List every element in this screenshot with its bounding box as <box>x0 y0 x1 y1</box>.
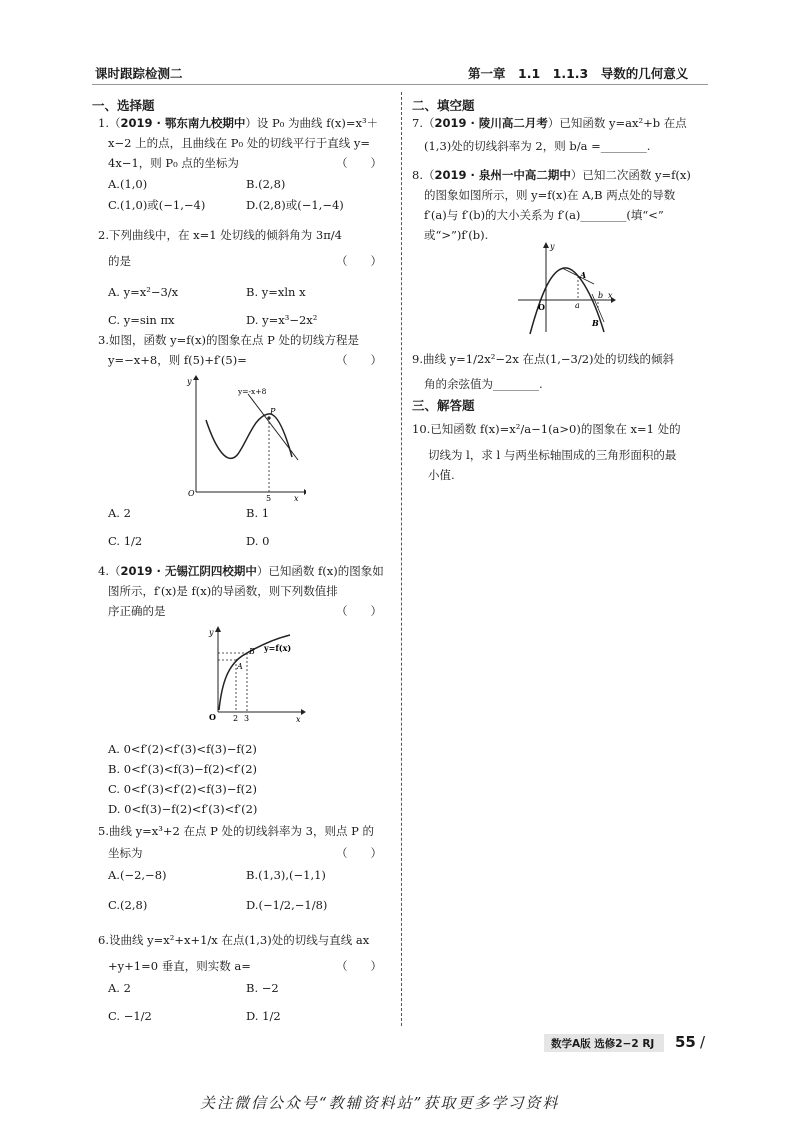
q4-origin: O <box>209 712 216 722</box>
q6-option-b: B. −2 <box>246 981 279 995</box>
q3-y-arrow <box>193 375 199 380</box>
q1-option-b: B.(2,8) <box>246 177 286 191</box>
q3-option-b: B. 1 <box>246 506 270 520</box>
page-number: 55 <box>675 1033 696 1051</box>
q4-line-1 <box>98 563 384 579</box>
q1-answer-paren: （ ） <box>336 156 382 170</box>
q1-line-2: x−2 上的点，且曲线在 P₀ 处的切线平行于直线 y= <box>108 136 371 150</box>
q1-option-d: D.(2,8)或(−1,−4) <box>246 198 344 212</box>
q1-line-3: 4x−1，则 P₀ 点的坐标为 <box>108 156 239 170</box>
q3-point-p-dot <box>267 416 270 419</box>
q3-answer-paren: （ ） <box>336 353 382 367</box>
q1-line-1 <box>98 115 378 131</box>
q7-source: 2019 · 陵川高二月考 <box>434 116 548 130</box>
q6-option-c: C. −1/2 <box>108 1009 152 1023</box>
section-choice: 一、选择题 <box>92 98 155 113</box>
header-right: 第一章 1.1 1.1.3 导数的几何意义 <box>468 66 689 81</box>
q6-line-2: +y+1=0 垂直，则实数 a= <box>108 959 251 973</box>
column-divider <box>401 92 402 1026</box>
q3-origin: O <box>188 489 195 498</box>
q4-line-2: 图所示，f′(x)是 f(x)的导函数，则下列数值排 <box>108 584 338 598</box>
header-rule <box>92 84 708 85</box>
q9-line-1: 9.曲线 y=1/2x²−2x 在点(1,−3/2)处的切线的倾斜 <box>412 352 675 366</box>
q2-option-d: D. y=x³−2x² <box>246 313 318 327</box>
q3-tangent-line <box>248 394 298 460</box>
q4-option-d: D. 0<f(3)−f(2)<f′(3)<f′(2) <box>108 802 258 816</box>
q8-point-a: A <box>580 270 587 280</box>
q4-x-label: x <box>296 715 301 724</box>
q8-origin: O <box>538 302 545 312</box>
q5-answer-paren: （ ） <box>336 846 382 860</box>
section-solution: 三、解答题 <box>412 398 475 413</box>
q3-option-d: D. 0 <box>246 534 270 548</box>
q5-option-a: A.(−2,−8) <box>108 868 167 882</box>
q5-line-2: 坐标为 <box>108 846 143 860</box>
q8-tick-a: a <box>575 301 580 310</box>
q8-line-4: 或“>”)f′(b). <box>424 228 489 242</box>
q1-option-a: A.(1,0) <box>108 177 148 191</box>
q8-y-label: y <box>550 242 555 251</box>
q4-figure <box>200 624 310 724</box>
q2-option-c: C. y=sin πx <box>108 313 175 327</box>
footer-book-label: 数学A版 选修2−2 RJ <box>551 1038 655 1050</box>
q3-curve <box>206 414 292 459</box>
q6-option-a: A. 2 <box>108 981 131 995</box>
q3-point-p: P <box>270 407 276 416</box>
q9-line-2: 角的余弦值为________. <box>424 377 543 391</box>
q6-option-d: D. 1/2 <box>246 1009 281 1023</box>
watermark-text: 关注微信公众号“教辅资料站”获取更多学习资料 <box>200 1094 560 1112</box>
q4-y-arrow <box>215 626 221 632</box>
q8-point-b: B <box>592 318 599 328</box>
q7-num: 7.（ <box>412 116 435 130</box>
q4-point-a: A <box>237 662 243 671</box>
q2-line-1: 2.下列曲线中，在 x=1 处切线的倾斜角为 3π/4 <box>98 228 342 242</box>
q10-line-2: 切线为 l，求 l 与两坐标轴围成的三角形面积的最 <box>428 448 677 462</box>
q8-line-1 <box>412 167 691 183</box>
q5-line-1: 5.曲线 y=x³+2 在点 P 处的切线斜率为 3，则点 P 的 <box>98 824 375 838</box>
q2-answer-paren: （ ） <box>336 254 382 268</box>
q3-line-1: 3.如图，函数 y=f(x)的图象在点 P 处的切线方程是 <box>98 333 360 347</box>
q1-option-c: C.(1,0)或(−1,−4) <box>108 198 206 212</box>
q8-figure <box>512 240 622 336</box>
q8-x-label: x <box>608 291 613 300</box>
q2-option-b: B. y=xln x <box>246 285 306 299</box>
q4-line-3: 序正确的是 <box>108 604 166 618</box>
q4-func-label: y=f(x) <box>264 643 292 653</box>
q4-y-label: y <box>209 628 214 637</box>
q3-option-a: A. 2 <box>108 506 131 520</box>
q8-source: 2019 · 泉州一中高二期中 <box>434 168 571 182</box>
q8-num: 8.（ <box>412 168 435 182</box>
q6-answer-paren: （ ） <box>336 959 382 973</box>
q3-option-c: C. 1/2 <box>108 534 143 548</box>
q10-line-3: 小值. <box>428 468 455 482</box>
q8-line-3: f′(a)与 f′(b)的大小关系为 f′(a)________(填“<” <box>424 208 664 222</box>
q4-option-c: C. 0<f′(3)<f′(2)<f(3)−f(2) <box>108 782 257 796</box>
q7-line-1 <box>412 115 687 131</box>
q8-line-2: 的图象如图所示，则 y=f(x)在 A,B 两点处的导数 <box>424 188 676 202</box>
q4-chord <box>236 653 247 660</box>
q6-line-1: 6.设曲线 y=x²+x+1/x 在点(1,3)处的切线与直线 ax <box>98 933 370 947</box>
q1-num: 1.（ <box>98 116 121 130</box>
q4-tick-3: 3 <box>244 714 250 723</box>
q4-source: 2019 · 无锡江阴四校期中 <box>120 564 257 578</box>
q1-source: 2019 · 鄂东南九校期中 <box>120 116 246 130</box>
q3-line-2: y=−x+8，则 f(5)+f′(5)= <box>108 353 247 367</box>
q7-line-2: (1,3)处的切线斜率为 2，则 b/a =________. <box>424 139 651 153</box>
q8-text-1: ）已知二次函数 y=f(x) <box>570 168 691 182</box>
q4-text-1: ）已知函数 f(x)的图象如 <box>256 564 384 578</box>
header-left: 课时跟踪检测二 <box>95 66 183 81</box>
page-slash: / <box>700 1033 706 1051</box>
q2-option-a: A. y=x²−3/x <box>108 285 179 299</box>
q7-text-1: ）已知函数 y=ax²+b 在点 <box>547 116 687 130</box>
q5-option-c: C.(2,8) <box>108 898 148 912</box>
q4-x-arrow <box>301 709 306 715</box>
section-fill-blank: 二、填空题 <box>412 98 475 113</box>
q5-option-d: D.(−1/2,−1/8) <box>246 898 328 912</box>
q5-option-b: B.(1,3),(−1,1) <box>246 868 326 882</box>
q4-answer-paren: （ ） <box>336 604 382 618</box>
q8-y-arrow <box>543 242 549 248</box>
q3-y-label: y <box>187 377 192 386</box>
q4-option-a: A. 0<f′(2)<f′(3)<f(3)−f(2) <box>108 742 257 756</box>
q3-line-label: y=-x+8 <box>238 387 267 396</box>
q2-line-2: 的是 <box>108 254 131 268</box>
q3-figure <box>176 372 306 502</box>
q4-option-b: B. 0<f′(3)<f(3)−f(2)<f′(2) <box>108 762 258 776</box>
q3-x-arrow <box>304 489 306 495</box>
q4-tick-2: 2 <box>233 714 239 723</box>
q4-point-b: B <box>249 647 255 656</box>
q4-num: 4.（ <box>98 564 121 578</box>
q1-text-1: ）设 P₀ 为曲线 f(x)=x³＋ <box>245 116 379 130</box>
q3-x-label: x <box>294 494 299 502</box>
q8-tick-b: b <box>598 291 604 300</box>
q10-line-1: 10.已知函数 f(x)=x²/a−1(a>0)的图象在 x=1 处的 <box>412 422 681 436</box>
q3-tick-5: 5 <box>266 494 272 502</box>
